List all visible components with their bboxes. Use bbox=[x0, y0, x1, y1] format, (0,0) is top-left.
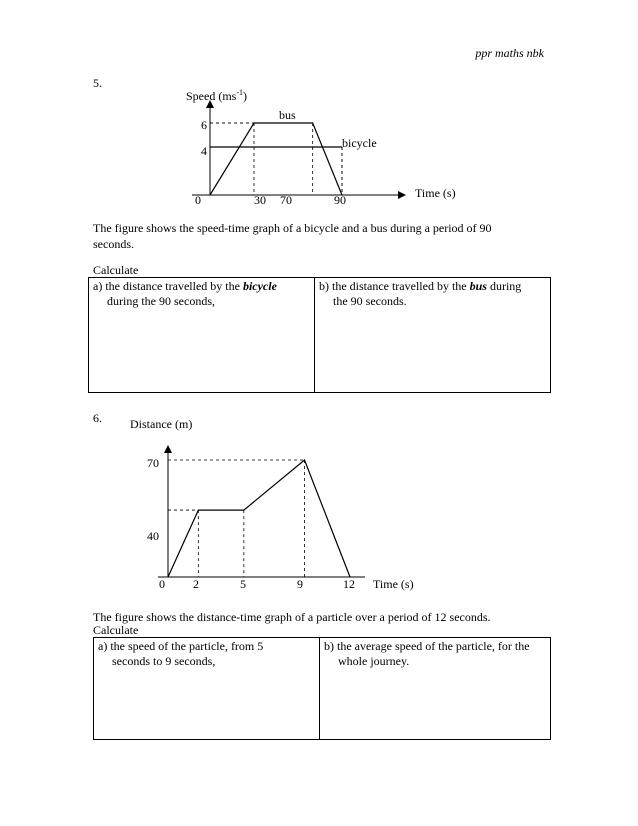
g5-bicycle-label: bicycle bbox=[342, 136, 377, 150]
g6-series-lines bbox=[168, 460, 350, 577]
header-text: ppr maths nbk bbox=[475, 46, 544, 60]
g5-origin-label: 0 bbox=[195, 193, 201, 207]
q6-part-a-line2: seconds to 9 seconds, bbox=[112, 654, 216, 668]
g6-x-tick-2: 2 bbox=[193, 577, 199, 591]
g5-bus-label: bus bbox=[279, 108, 296, 122]
g6-series-particle bbox=[168, 460, 350, 577]
q6-answer-cell-a[interactable] bbox=[94, 638, 320, 739]
q5-description: The figure shows the speed-time graph of a bicycle and a bus during a period of 90 seconds. bbox=[93, 221, 492, 251]
g6-origin-label: 0 bbox=[159, 577, 165, 591]
g5-x-tick-30: 30 bbox=[254, 193, 266, 207]
g5-y-axis-label: Speed $(ms^{-1})$ bbox=[186, 88, 247, 103]
q6-calculate: Calculate bbox=[93, 623, 139, 637]
g5-y-tick-4: 4 bbox=[201, 144, 207, 158]
g6-x-tick-9: 9 bbox=[297, 577, 303, 591]
g5-x-tick-70: 70 bbox=[280, 193, 292, 207]
q5-part-a-text: a) the distance travelled by the bbox=[93, 279, 243, 293]
q5-part-b-emphasis: bus bbox=[469, 279, 487, 293]
q6-answer-cell-b[interactable] bbox=[320, 638, 550, 739]
q6-part-a-line1: a) the speed of the particle, from 5 bbox=[98, 639, 264, 653]
q5-calculate: Calculate bbox=[93, 263, 139, 277]
g6-x-tick-5: 5 bbox=[240, 577, 246, 591]
q6-part-b-line2: whole journey. bbox=[338, 654, 410, 668]
q5-part-b-text-post: during bbox=[486, 279, 522, 293]
question-5-number: 5. bbox=[93, 76, 102, 90]
g6-y-tick-70: 70 bbox=[147, 456, 159, 470]
g6-y-tick-40: 40 bbox=[147, 529, 159, 543]
q6-answer-table bbox=[93, 637, 551, 740]
question-6-number: 6. bbox=[93, 411, 102, 425]
g6-y-axis-label: Distance (m) bbox=[130, 417, 193, 431]
g5-y-tick-6: 6 bbox=[201, 118, 207, 132]
g6-x-axis-label: Time (s) bbox=[373, 577, 414, 591]
q6-part-b-line1: b) the average speed of the particle, for the bbox=[324, 639, 530, 653]
q5-part-a-emphasis: bicycle bbox=[242, 279, 277, 293]
g5-x-axis-label: Time (s) bbox=[415, 186, 456, 200]
q5-part-a-line2: during the 90 seconds, bbox=[107, 294, 215, 308]
g6-x-tick-12: 12 bbox=[343, 577, 355, 591]
g5-x-tick-90: 90 bbox=[334, 193, 346, 207]
q5-part-b-line2: the 90 seconds. bbox=[333, 294, 407, 308]
q6-description: The figure shows the distance-time graph of a particle over a period of 12 seconds. bbox=[93, 610, 491, 624]
q5-part-b-text: b) the distance travelled by the bbox=[319, 279, 470, 293]
